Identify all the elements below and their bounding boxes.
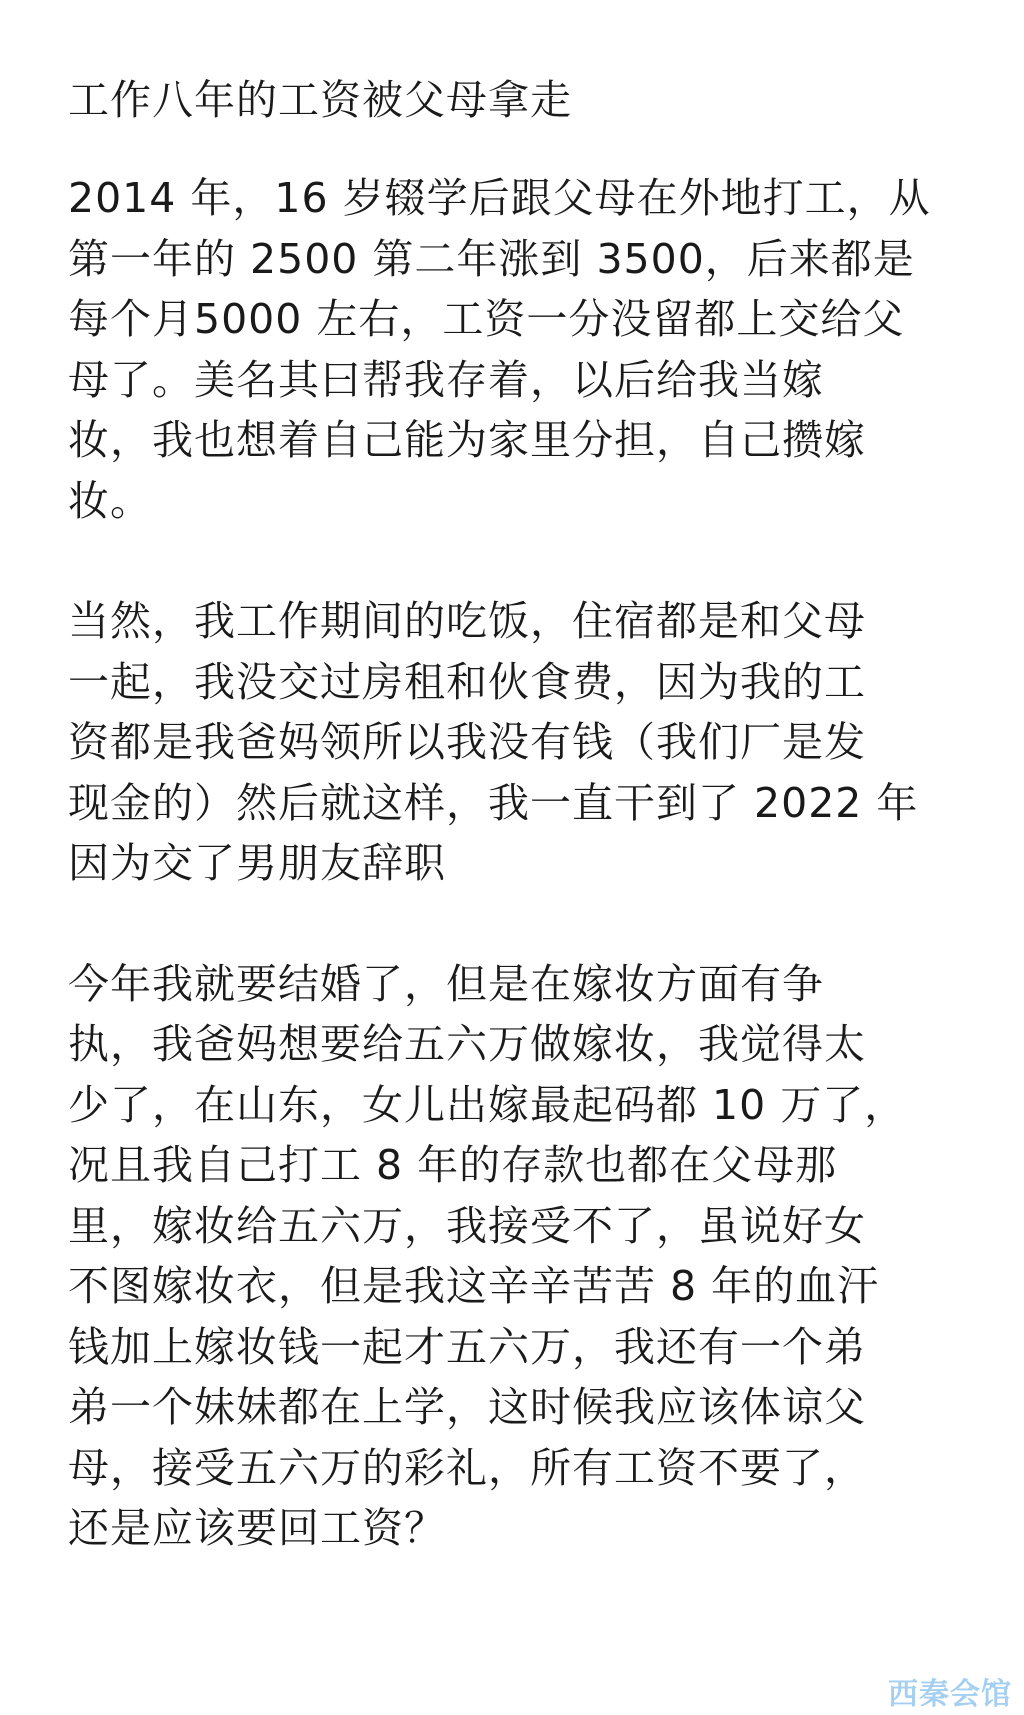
paragraph-line: 现金的）然后就这样，我一直干到了 2022 年 [68, 778, 919, 827]
paragraph-line: 况且我自己打工 8 年的存款也都在父母那 [68, 1141, 838, 1189]
paragraph-line: 钱加上嫁妆钱一起才五六万，我还有一个弟 [68, 1322, 866, 1371]
paragraph-line: 2014 年，16 岁辍学后跟父母在外地打工，从 [68, 174, 931, 222]
paragraph-line: 资都是我爸妈领所以我没有钱（我们厂是发 [68, 718, 866, 766]
paragraph-3 [68, 954, 968, 1559]
paragraph-line: 第一年的 2500 第二年涨到 3500，后来都是 [68, 234, 915, 283]
paragraph-line: 执，我爸妈想要给五六万做嫁妆，我觉得太 [68, 1020, 866, 1068]
paragraph-line: 妆，我也想着自己能为家里分担，自己攒嫁 [68, 416, 866, 464]
paragraph-2 [68, 591, 968, 894]
paragraph-line: 母，接受五六万的彩礼，所有工资不要了， [68, 1443, 866, 1492]
paragraph-line: 不图嫁妆衣，但是我这辛辛苦苦 8 年的血汗 [68, 1262, 880, 1310]
paragraph-line: 妆。 [68, 476, 152, 525]
watermark-logo: 西秦会馆 [888, 1677, 1012, 1712]
paragraph-1 [68, 168, 968, 531]
paragraph-line: 还是应该要回工资？ [68, 1504, 446, 1552]
post-title: 工作八年的工资被父母拿走 [68, 76, 572, 124]
paragraph-line: 一起，我没交过房租和伙食费，因为我的工 [68, 657, 866, 706]
paragraph-line: 每个月5000 左右，工资一分没留都上交给父 [68, 295, 905, 343]
paragraph-line: 弟一个妹妹都在上学，这时候我应该体谅父 [68, 1383, 866, 1431]
paragraph-line: 里，嫁妆给五六万，我接受不了，虽说好女 [68, 1201, 866, 1250]
paragraph-line: 少了，在山东，女儿出嫁最起码都 10 万了， [68, 1080, 907, 1129]
paragraph-line: 当然，我工作期间的吃饭，住宿都是和父母 [68, 597, 866, 645]
paragraph-line: 母了。美名其曰帮我存着，以后给我当嫁 [68, 355, 824, 404]
paragraph-line: 因为交了男朋友辞职 [68, 839, 446, 887]
post-content [68, 70, 968, 1619]
paragraph-line: 今年我就要结婚了，但是在嫁妆方面有争 [68, 959, 824, 1008]
